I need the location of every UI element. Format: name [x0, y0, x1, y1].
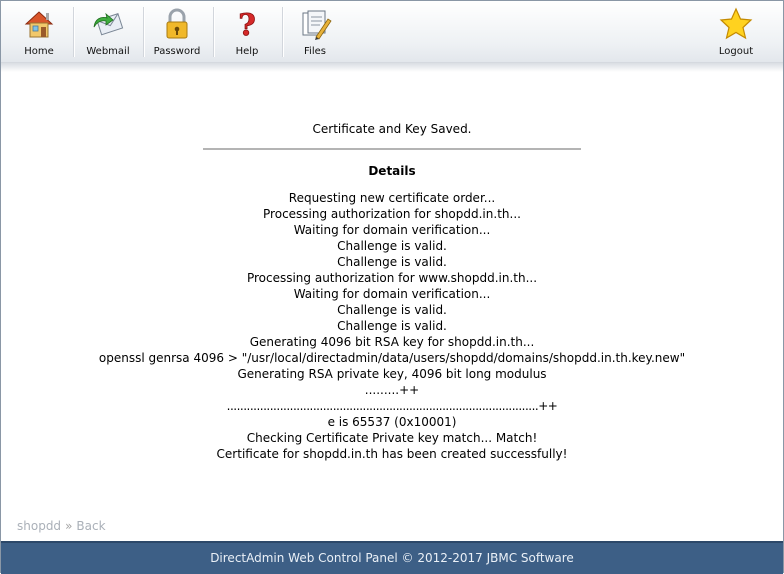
- files-icon: [298, 7, 332, 41]
- nav-files-label: Files: [304, 46, 326, 57]
- nav-password[interactable]: [142, 1, 212, 62]
- details-line: Waiting for domain verification...: [293, 223, 491, 237]
- top-nav-bar: [1, 1, 783, 63]
- home-icon: [22, 7, 56, 41]
- nav-shadow: [1, 62, 783, 72]
- breadcrumb: [17, 519, 106, 533]
- nav-webmail-label: Webmail: [86, 46, 130, 57]
- details-line: Challenge is valid.: [337, 319, 447, 333]
- footer: [1, 541, 783, 574]
- svg-text:?: ?: [238, 8, 256, 41]
- details-line: Requesting new certificate order...: [288, 191, 496, 205]
- mail-icon: [91, 7, 125, 41]
- details-log: [0, 190, 784, 462]
- details-line: e is 65537 (0x10001): [327, 415, 457, 429]
- nav-logout-label: Logout: [718, 46, 754, 57]
- details-line: ..............................................................................................++: [226, 399, 558, 413]
- nav-password-label: Password: [153, 46, 201, 57]
- details-line: .........++: [364, 383, 420, 397]
- padlock-icon: [160, 7, 194, 41]
- status-message: Certificate and Key Saved.: [312, 122, 472, 136]
- details-heading: Details: [368, 164, 416, 178]
- details-line: openssl genrsa 4096 > "/usr/local/directadmin/data/users/shopdd/domains/shopdd.in.th.key.new": [98, 351, 686, 365]
- nav-home[interactable]: [4, 1, 74, 62]
- details-line: Challenge is valid.: [337, 239, 447, 253]
- breadcrumb-back-link[interactable]: Back: [76, 519, 106, 533]
- divider-rule: [203, 148, 581, 150]
- nav-help[interactable]: [212, 1, 282, 62]
- breadcrumb-user-link[interactable]: shopdd: [17, 519, 62, 533]
- nav-help-label: Help: [235, 46, 259, 57]
- star-icon: [719, 7, 753, 41]
- details-line: Checking Certificate Private key match... Match!: [246, 431, 538, 445]
- details-line: Waiting for domain verification...: [293, 287, 491, 301]
- nav-home-label: Home: [24, 46, 54, 57]
- nav-logout[interactable]: [701, 1, 771, 62]
- details-line: Generating 4096 bit RSA key for shopdd.in.th...: [249, 335, 535, 349]
- nav-webmail[interactable]: [73, 1, 143, 62]
- details-line: Challenge is valid.: [337, 303, 447, 317]
- details-line: Challenge is valid.: [337, 255, 447, 269]
- details-line: Processing authorization for www.shopdd.in.th...: [246, 271, 538, 285]
- footer-text: DirectAdmin Web Control Panel © 2012-2017 JBMC Software: [210, 551, 574, 565]
- nav-files[interactable]: [280, 1, 350, 62]
- details-line: Generating RSA private key, 4096 bit long modulus: [237, 367, 547, 381]
- details-line: Processing authorization for shopdd.in.th...: [263, 207, 521, 221]
- details-line: Certificate for shopdd.in.th has been created successfully!: [216, 447, 568, 461]
- breadcrumb-separator: »: [65, 519, 73, 533]
- question-mark-icon: [230, 7, 264, 41]
